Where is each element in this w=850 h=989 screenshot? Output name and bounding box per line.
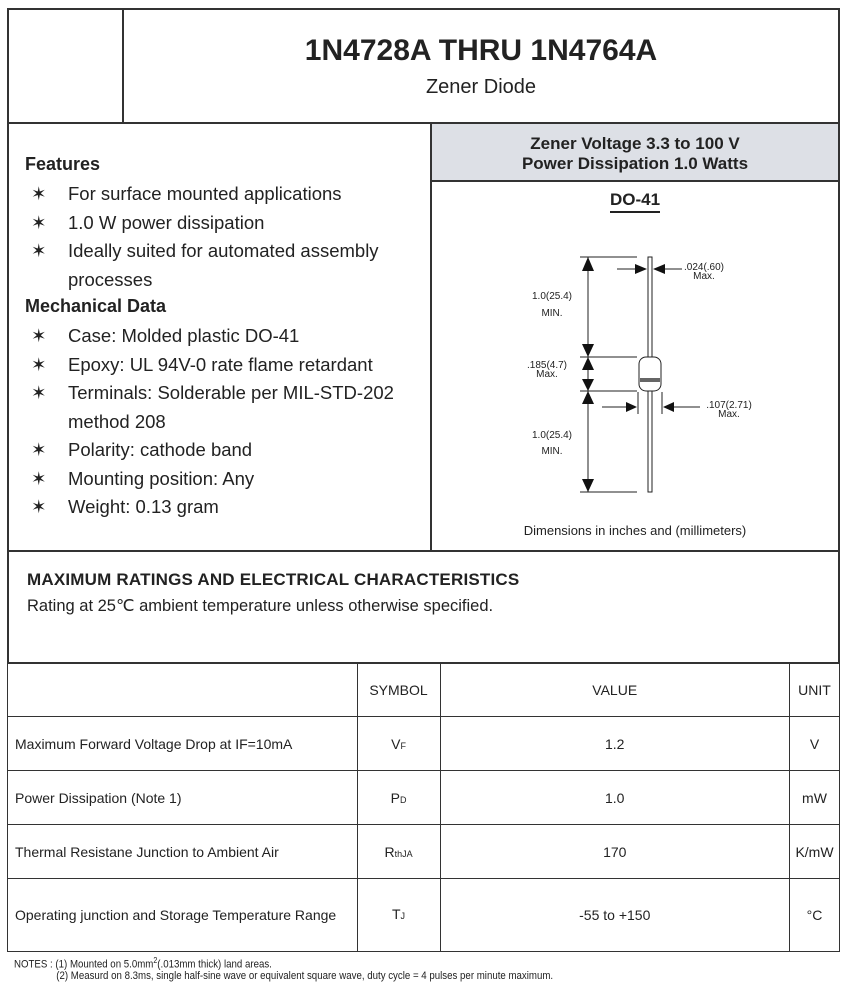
body-length: .185(4.7) — [526, 360, 568, 371]
star-bullet-icon: ✶ — [31, 240, 47, 261]
table-row — [8, 717, 840, 771]
list-item — [25, 465, 430, 494]
lead-diameter: .024(.60) — [683, 262, 725, 273]
features-list — [25, 180, 430, 294]
package-panel — [430, 122, 840, 552]
lead-length-top-min: MIN. — [541, 308, 563, 319]
body-length-max: Max. — [536, 369, 558, 380]
features-heading: Features — [25, 154, 101, 174]
star-bullet-icon: ✶ — [31, 183, 47, 204]
zener-voltage: Zener Voltage 3.3 to 100 V — [530, 134, 740, 153]
lead-length-top: 1.0(25.4) — [531, 291, 573, 302]
table-row — [8, 879, 840, 952]
unit-cell: K/mW — [789, 825, 839, 879]
table-header-row — [8, 663, 840, 717]
list-item — [25, 322, 430, 351]
star-bullet-icon: ✶ — [31, 467, 47, 489]
list-item-text: 1.0 W power dissipation — [68, 211, 265, 233]
list-item-text: Epoxy: UL 94V-0 rate flame retardant — [68, 353, 373, 375]
list-item-text: Ideally suited for automated assembly processes — [68, 240, 379, 290]
ratings-table — [7, 662, 840, 952]
unit-cell: mW — [789, 771, 839, 825]
table-row — [8, 771, 840, 825]
list-item-text: Terminals: Solderable per MIL-STD-202 method 208 — [68, 382, 394, 432]
lead-length-bottom-min: MIN. — [541, 446, 563, 457]
parameter-cell: Thermal Resistane Junction to Ambient Air — [8, 825, 358, 879]
note-1-cont: (.013mm thick) land areas. — [157, 958, 272, 971]
star-bullet-icon: ✶ — [31, 382, 47, 403]
value-cell: 1.2 — [440, 717, 789, 771]
note-2: (2) Measurd on 8.3ms, single half-sine wave or equivalent square wave, duty cycle = 4 pulses per minute maximum. — [56, 969, 554, 982]
unit-cell: V — [789, 717, 839, 771]
notes — [14, 955, 553, 982]
list-item — [25, 436, 430, 465]
mechanical-list — [25, 322, 430, 522]
dimensions-note: Dimensions in inches and (millimeters) — [523, 523, 747, 538]
spec-summary — [432, 124, 838, 182]
star-bullet-icon: ✶ — [31, 439, 47, 460]
note-1: (1) Mounted on 5.0mm — [55, 958, 154, 971]
ratings-note: Rating at 25℃ ambient temperature unless otherwise specified. — [27, 597, 494, 615]
page-subtitle: Zener Diode — [425, 76, 537, 98]
power-dissipation: Power Dissipation 1.0 Watts — [521, 154, 749, 173]
parameter-cell: Power Dissipation (Note 1) — [8, 771, 358, 825]
symbol-cell: VF — [357, 717, 440, 771]
header — [122, 8, 840, 124]
lead-diameter-max: Max. — [693, 271, 715, 282]
ratings-heading: MAXIMUM RATINGS AND ELECTRICAL CHARACTERISTICS — [27, 570, 520, 589]
ratings-section — [7, 550, 840, 664]
list-item — [25, 237, 430, 294]
package-name: DO-41 — [610, 190, 660, 213]
list-item — [25, 493, 430, 522]
mechanical-heading: Mechanical Data — [25, 296, 167, 316]
header-value: VALUE — [440, 663, 789, 717]
list-item — [25, 180, 430, 209]
list-item-text: For surface mounted applications — [68, 183, 342, 204]
body-diameter: .107(2.71) — [706, 400, 752, 411]
lead-length-bottom: 1.0(25.4) — [531, 430, 573, 441]
star-bullet-icon: ✶ — [31, 353, 47, 375]
list-item-text: Weight: 0.13 gram — [68, 496, 219, 517]
body-diameter-max: Max. — [718, 409, 740, 420]
value-cell: 170 — [440, 825, 789, 879]
header-symbol: SYMBOL — [357, 663, 440, 717]
symbol-cell: PD — [357, 771, 440, 825]
features-panel — [7, 122, 432, 552]
value-cell: 1.0 — [440, 771, 789, 825]
value-cell: -55 to +150 — [440, 879, 789, 952]
list-item — [25, 209, 430, 238]
list-item — [25, 379, 430, 436]
list-item-text: Polarity: cathode band — [68, 439, 253, 460]
star-bullet-icon: ✶ — [31, 496, 47, 517]
table-row — [8, 825, 840, 879]
notes-label: NOTES : — [14, 958, 53, 971]
note-1-superscript: 2 — [153, 956, 158, 965]
header-parameter — [8, 663, 358, 717]
unit-cell: °C — [789, 879, 839, 952]
header-unit: UNIT — [789, 663, 839, 717]
symbol-cell: RthJA — [357, 825, 440, 879]
parameter-cell: Maximum Forward Voltage Drop at IF=10mA — [8, 717, 358, 771]
list-item — [25, 351, 430, 380]
symbol-cell: TJ — [357, 879, 440, 952]
star-bullet-icon: ✶ — [31, 325, 47, 346]
list-item-text: Mounting position: Any — [68, 467, 255, 489]
star-bullet-icon: ✶ — [31, 211, 47, 233]
page-title: 1N4728A THRU 1N4764A — [304, 34, 658, 67]
logo-cell — [7, 8, 124, 124]
do41-dimension-drawing — [432, 224, 838, 504]
list-item-text: Case: Molded plastic DO-41 — [68, 325, 300, 346]
package-title — [432, 190, 838, 210]
parameter-cell: Operating junction and Storage Temperature Range — [8, 879, 358, 952]
